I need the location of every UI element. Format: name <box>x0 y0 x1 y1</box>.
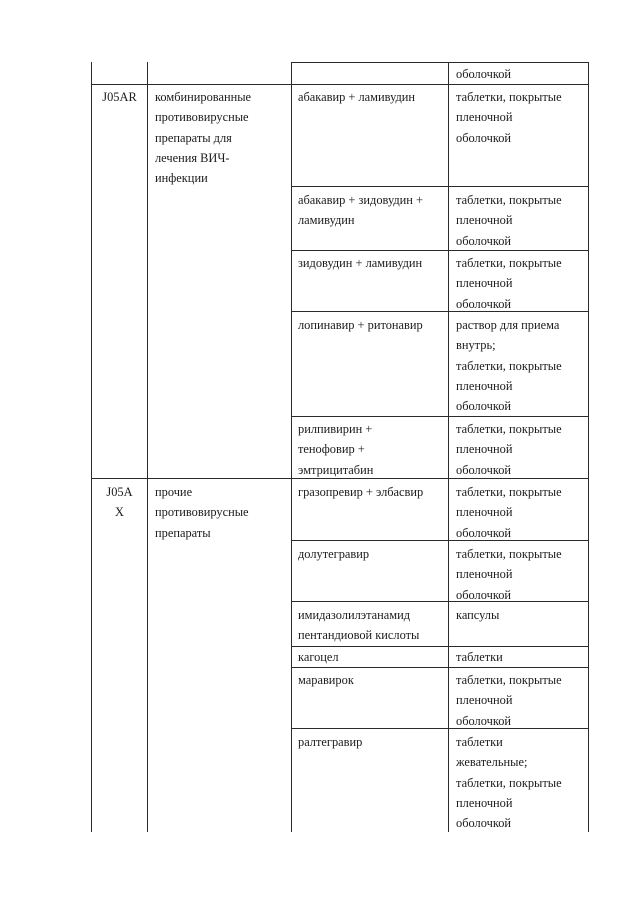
column-divider-group <box>291 62 292 832</box>
table-border-left <box>91 62 92 832</box>
drug-name-cell: абакавир + ламивудин <box>298 90 416 104</box>
form-cell: таблетки, покрытые пленочной оболочкой <box>456 90 562 145</box>
atc-code-cell: J05AR <box>102 90 137 104</box>
row-line-j05ar <box>91 84 588 85</box>
drug-name-cell: гразопревир + элбасвир <box>298 485 424 499</box>
row-line-j05ar-2 <box>291 186 588 187</box>
form-cell: таблетки, покрытые пленочной оболочкой <box>456 673 562 728</box>
drug-name-cell: рилпивирин + тенофовир + эмтрицитабин <box>298 422 374 477</box>
form-cell: таблетки жевательные; таблетки, покрытые пленочной оболочкой <box>456 735 562 831</box>
column-divider-code <box>147 62 148 832</box>
atc-group-cell: комбинированные противовирусные препараты для лечения ВИЧ- инфекции <box>155 90 252 186</box>
drug-name-cell: ралтегравир <box>298 735 363 749</box>
form-cell: таблетки, покрытые пленочной оболочкой <box>456 422 562 477</box>
table-border-right <box>588 62 589 832</box>
form-cell: таблетки, покрытые пленочной оболочкой <box>456 547 562 602</box>
form-cell: капсулы <box>456 608 500 622</box>
drug-name-cell: лопинавир + ритонавир <box>298 318 423 332</box>
drug-name-cell: долутегравир <box>298 547 370 561</box>
drug-name-cell: кагоцел <box>298 650 339 664</box>
atc-code-cell: J05A X <box>106 485 133 520</box>
drug-name-cell: зидовудин + ламивудин <box>298 256 423 270</box>
form-cell: таблетки, покрытые пленочной оболочкой <box>456 485 562 540</box>
drug-name-cell: имидазолилэтанамид пентандиовой кислоты <box>298 608 420 643</box>
form-cell: раствор для приема внутрь; таблетки, покрытые пленочной оболочкой <box>456 318 562 414</box>
column-divider-drug <box>448 62 449 832</box>
row-line-top <box>291 62 588 63</box>
form-cell: таблетки, покрытые пленочной оболочкой <box>456 256 562 311</box>
form-cell: таблетки, покрытые пленочной оболочкой <box>456 193 562 248</box>
form-cell: оболочкой <box>456 67 512 81</box>
atc-group-cell: прочие противовирусные препараты <box>155 485 249 540</box>
drug-name-cell: абакавир + зидовудин + ламивудин <box>298 193 424 228</box>
drug-name-cell: маравирок <box>298 673 354 687</box>
form-cell: таблетки <box>456 650 503 664</box>
